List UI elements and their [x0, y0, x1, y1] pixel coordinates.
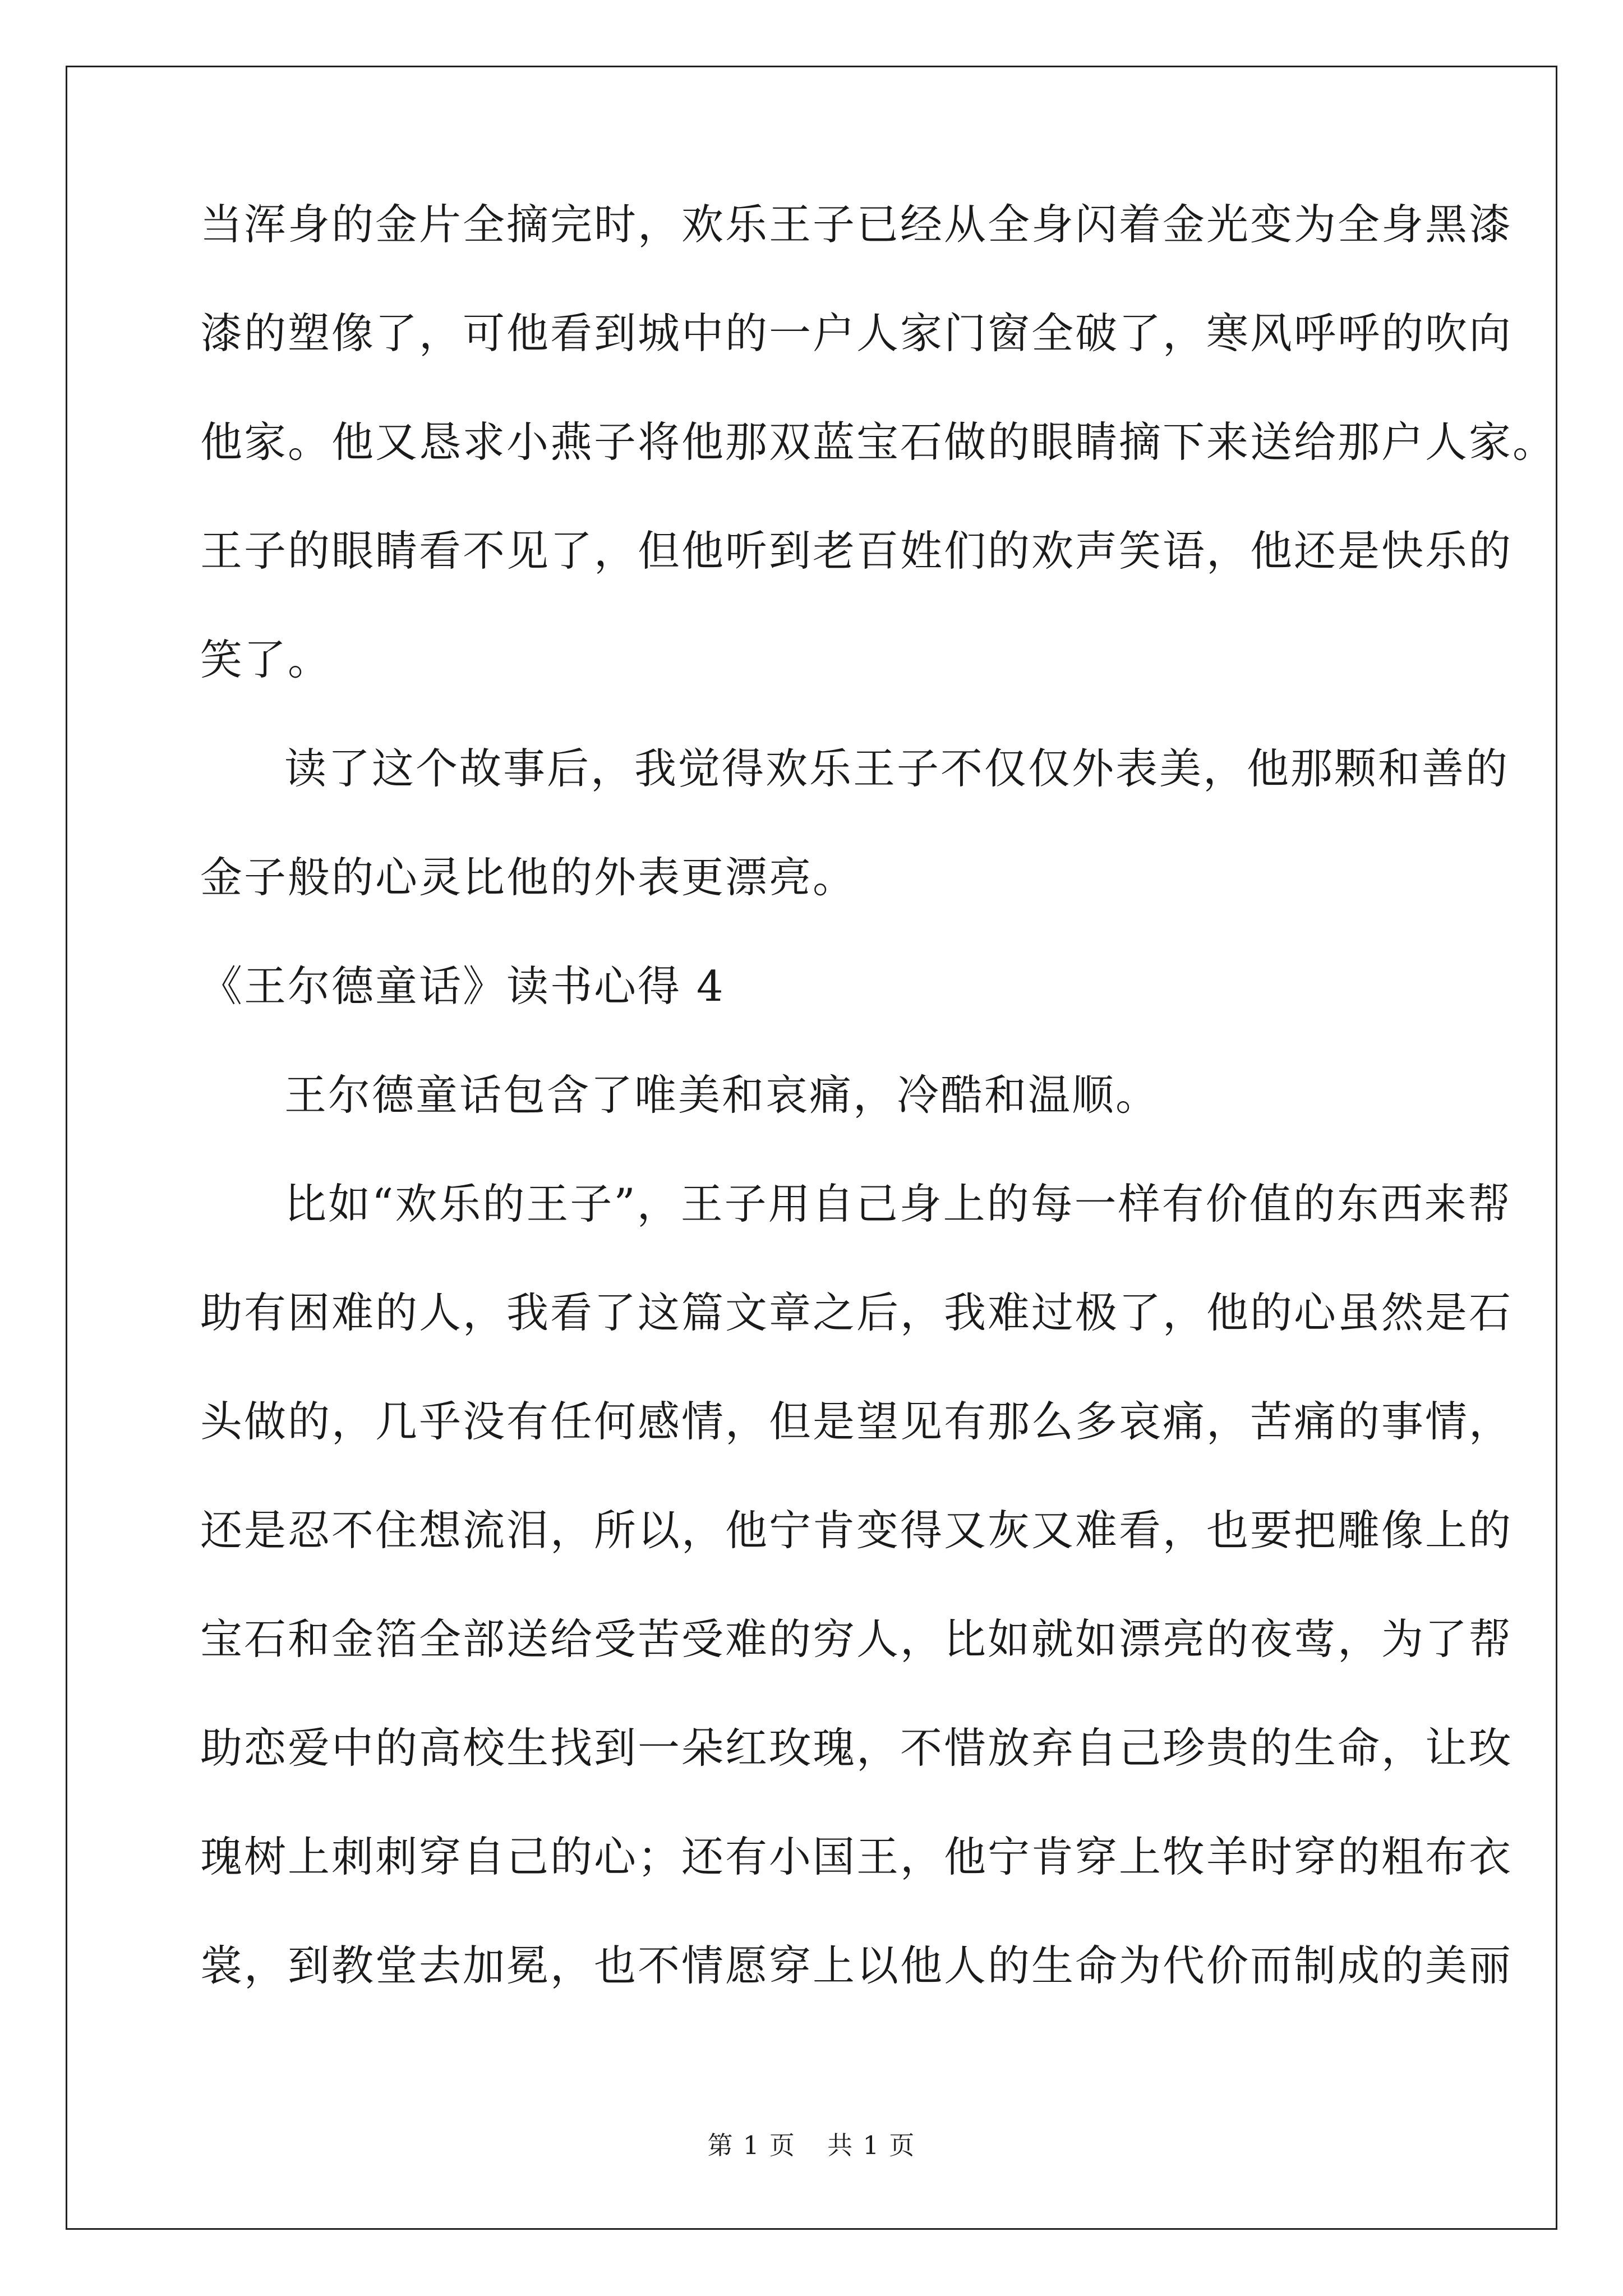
page-number: 第 1 页 [707, 2131, 796, 2160]
text-line-14: 宝石和金箔全部送给受苦受难的穷人，比如就如漂亮的夜莺，为了帮 [200, 1614, 1513, 1664]
section-heading: 《王尔德童话》读书心得 4 [200, 961, 725, 1011]
text-line-6: 读了这个故事后，我觉得欢乐王子不仅仅外表美，他那颗和善的 [284, 744, 1510, 793]
text-line-16: 瑰树上刺刺穿自己的心；还有小国王，他宁肯穿上牧羊时穿的粗布衣 [200, 1832, 1513, 1881]
document-body [200, 196, 1557, 2046]
text-line-3: 他家。他又恳求小燕子将他那双蓝宝石做的眼睛摘下来送给那户人家。 [200, 417, 1557, 467]
page-total: 共 1 页 [827, 2131, 916, 2160]
text-line-7: 金子般的心灵比他的外表更漂亮。 [200, 853, 857, 902]
text-line-4: 王子的眼睛看不见了，但他听到老百姓们的欢声笑语，他还是快乐的 [200, 526, 1513, 576]
text-line-17: 裳，到教堂去加冕，也不情愿穿上以他人的生命为代价而制成的美丽 [200, 1941, 1513, 1990]
text-line-11: 助有困难的人，我看了这篇文章之后，我难过极了，他的心虽然是石 [200, 1288, 1513, 1337]
text-line-12: 头做的，几乎没有任何感情，但是望见有那么多哀痛，苦痛的事情， [200, 1397, 1513, 1446]
text-line-10: 比如“欢乐的王子”，王子用自己身上的每一样有价值的东西来帮 [284, 1179, 1512, 1228]
page-footer [0, 2129, 1623, 2162]
text-line-5: 笑了。 [200, 635, 332, 684]
text-line-9: 王尔德童话包含了唯美和哀痛，冷酷和温顺。 [284, 1070, 1160, 1120]
text-line-2: 漆的塑像了，可他看到城中的一户人家门窗全破了，寒风呼呼的吹向 [200, 309, 1513, 358]
text-line-1: 当浑身的金片全摘完时，欢乐王子已经从全身闪着金光变为全身黑漆 [200, 200, 1513, 249]
text-line-13: 还是忍不住想流泪，所以，他宁肯变得又灰又难看，也要把雕像上的 [200, 1506, 1513, 1555]
text-line-15: 助恋爱中的高校生找到一朵红玫瑰，不惜放弃自己珍贵的生命，让玫 [200, 1723, 1513, 1773]
